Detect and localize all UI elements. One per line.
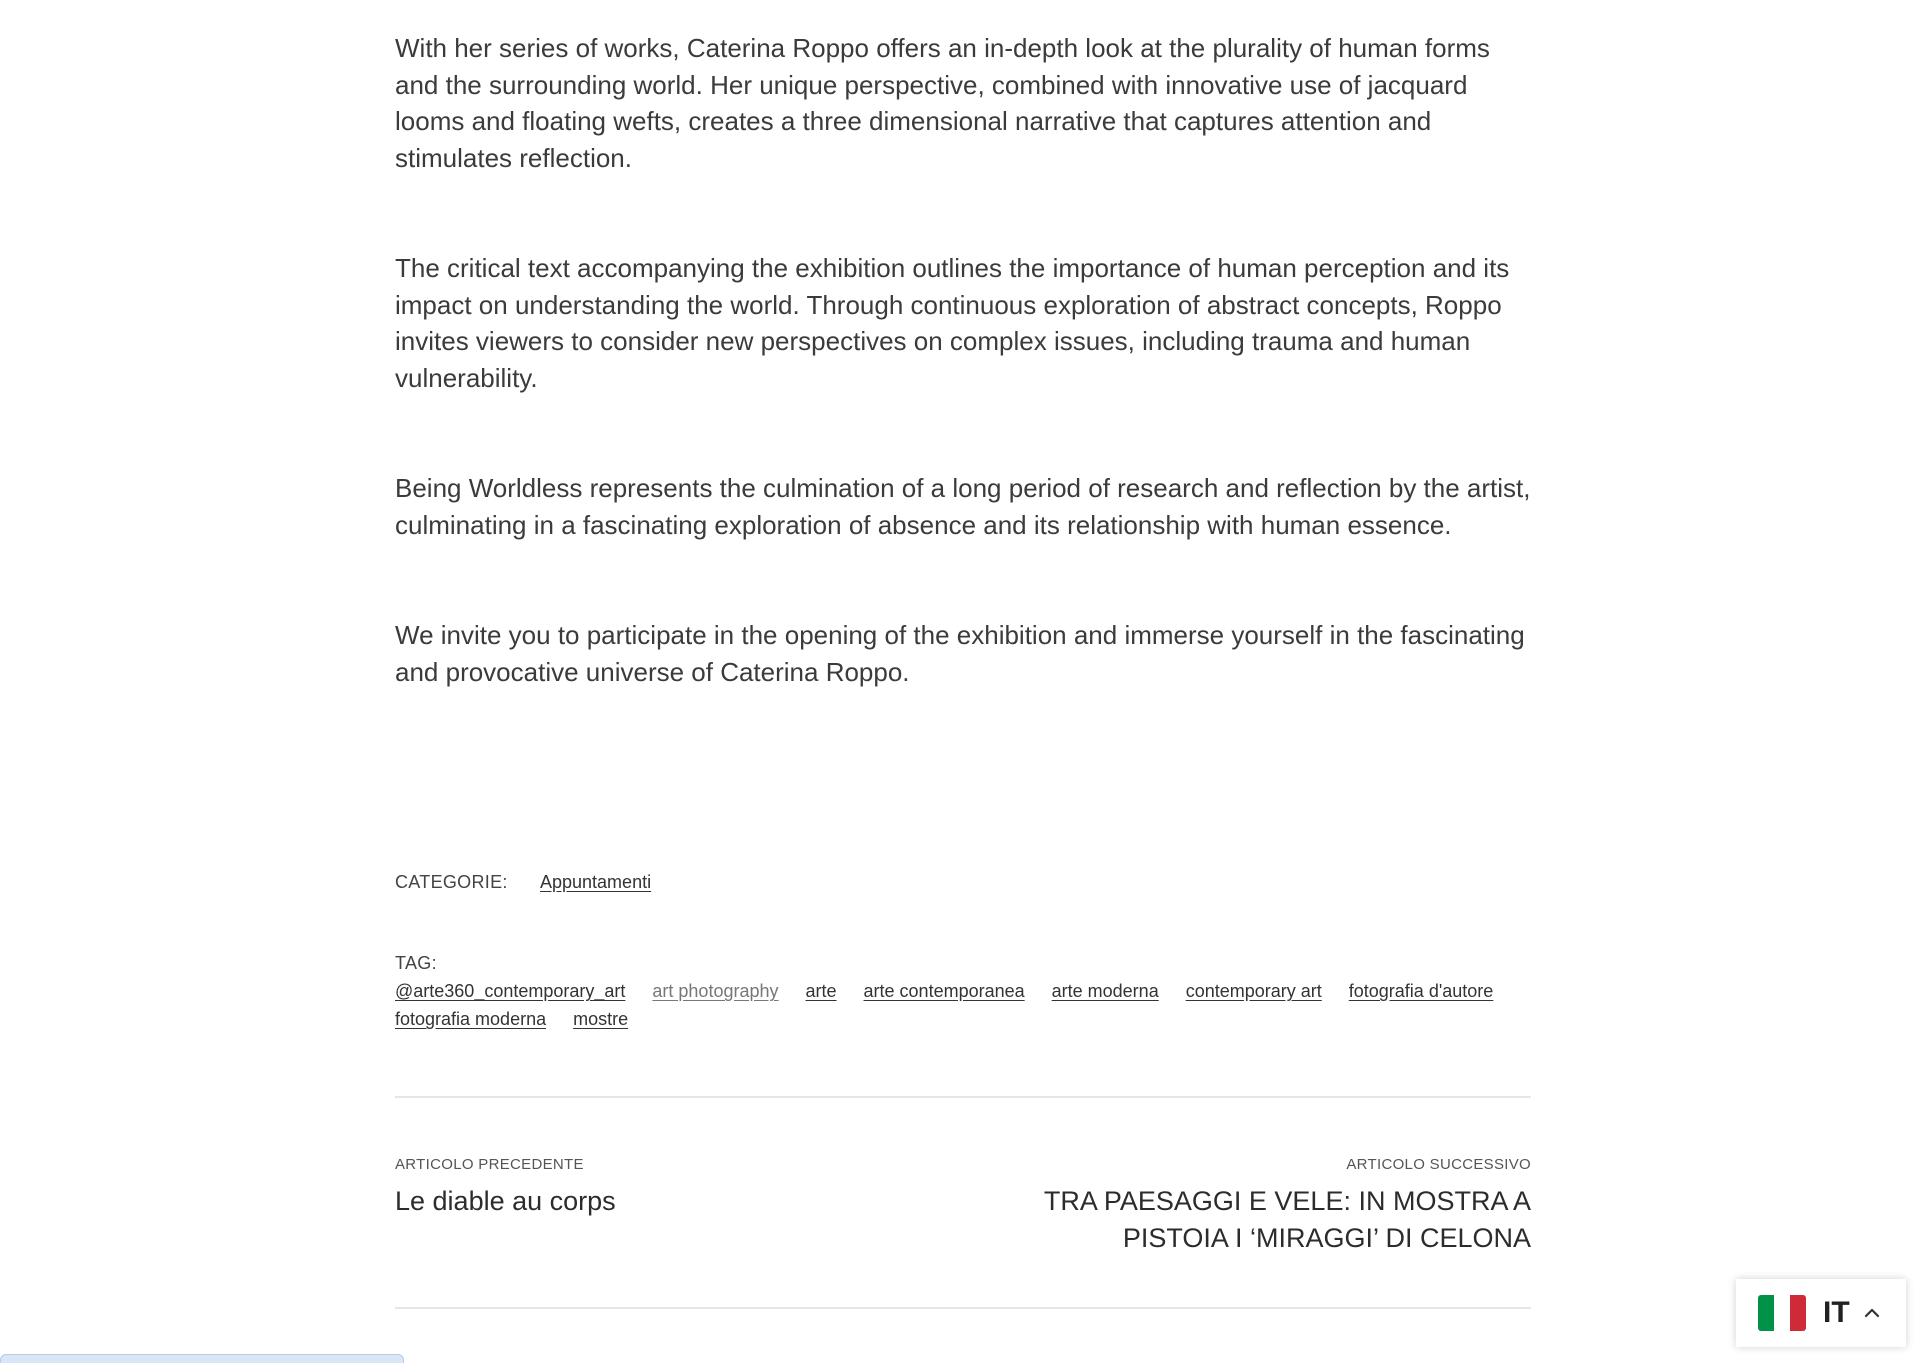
tag-link[interactable]: fotografia d'autore <box>1348 981 1494 1001</box>
tag-link[interactable]: art photography <box>652 981 779 1001</box>
bottom-panel-tab[interactable] <box>0 1354 404 1363</box>
chevron-up-icon <box>1862 1303 1882 1323</box>
tag-list <box>395 980 1531 1030</box>
next-article-title[interactable]: TRA PAESAGGI E VELE: IN MOSTRA A PISTOIA I ‘MIRAGGI’ DI CELONA <box>1043 1186 1531 1253</box>
previous-article-title[interactable]: Le diable au corps <box>395 1186 616 1216</box>
article-body <box>395 30 1531 690</box>
tag-link[interactable]: fotografia moderna <box>395 1009 547 1029</box>
next-article-link[interactable] <box>1011 1156 1531 1257</box>
article-paragraph-1: With her series of works, Caterina Roppo offers an in-depth look at the plurality of human forms and the surrounding world. Her unique perspective, combined with innovative use of jacquard looms and floating wefts, creates a three dimensional narrative that captures attention and stimulates reflection. <box>395 33 1490 173</box>
tag-link[interactable]: arte <box>805 981 837 1001</box>
italy-flag-icon <box>1758 1295 1806 1331</box>
language-switcher[interactable] <box>1736 1279 1906 1347</box>
tag-link[interactable]: arte moderna <box>1051 981 1159 1001</box>
article-paragraph-2: The critical text accompanying the exhibition outlines the importance of human perception and its impact on understanding the world. Through continuous exploration of abstract concepts, Roppo invites viewers to consider new perspectives on complex issues, including trauma and human vulnerability. <box>395 253 1510 393</box>
tag-link[interactable]: @arte360_contemporary_art <box>395 981 626 1001</box>
language-code: IT <box>1823 1296 1850 1329</box>
tag-link[interactable]: contemporary art <box>1185 981 1322 1001</box>
tags-label: TAG: <box>395 953 437 973</box>
next-article-label: ARTICOLO SUCCESSIVO <box>1346 1156 1531 1173</box>
post-nav-top-divider <box>395 1096 1531 1098</box>
categories-row <box>395 872 1531 893</box>
article-paragraph-4: We invite you to participate in the opening of the exhibition and immerse yourself in the fascinating and provocative universe of Caterina Roppo. <box>395 620 1525 687</box>
categories-label: CATEGORIE: <box>395 872 508 892</box>
tags-header <box>395 953 1531 974</box>
post-nav-bottom-divider <box>395 1307 1531 1309</box>
tag-link[interactable]: mostre <box>573 1009 629 1029</box>
previous-article-label: ARTICOLO PRECEDENTE <box>395 1156 584 1173</box>
category-link-appuntamenti[interactable]: Appuntamenti <box>540 872 652 892</box>
tag-link[interactable]: arte contemporanea <box>863 981 1025 1001</box>
previous-article-link[interactable] <box>395 1156 915 1220</box>
article-paragraph-3: Being Worldless represents the culmination of a long period of research and reflection by the artist, culminating in a fascinating exploration of absence and its relationship with human essence. <box>395 473 1531 540</box>
